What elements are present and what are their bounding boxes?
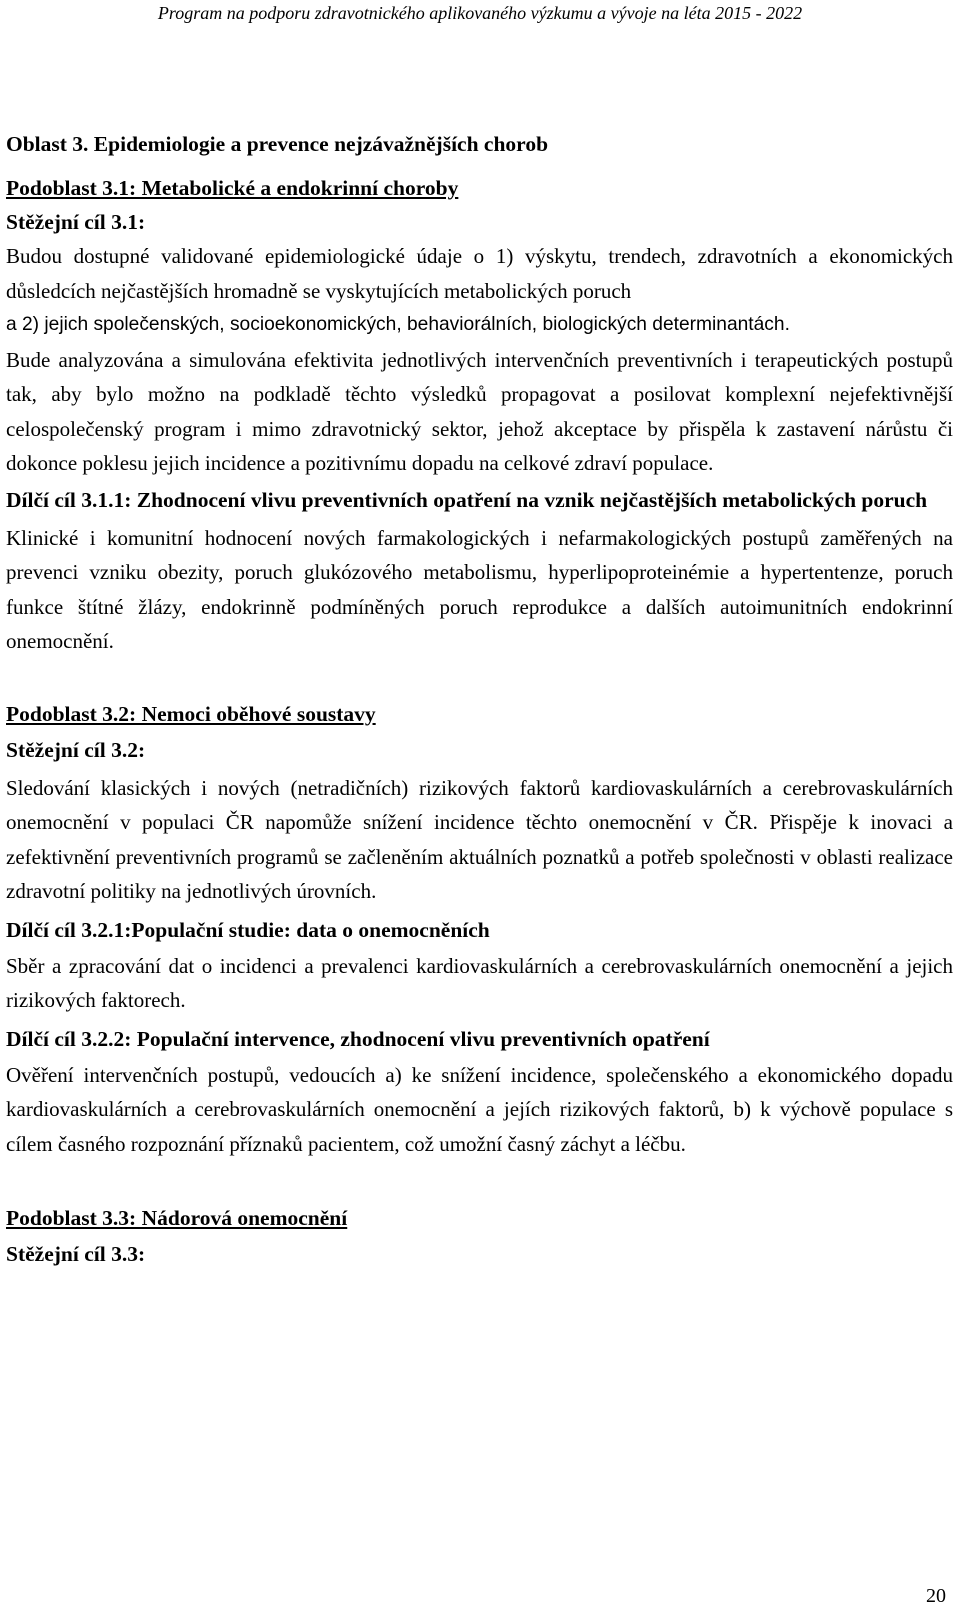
- podoblast-3-2-title: Podoblast 3.2: Nemoci oběhové soustavy: [6, 701, 376, 726]
- sub-goal-3-1-1-title: Dílčí cíl 3.1.1: Zhodnocení vlivu preventivních opatření na vznik nejčastějších metabolických poruch: [6, 487, 928, 512]
- podoblast-3-3-title: Podoblast 3.3: Nádorová onemocnění: [6, 1206, 348, 1230]
- page-number: 20: [926, 1585, 946, 1607]
- oblast-title: Oblast 3. Epidemiologie a prevence nejzávažnějších chorob: [6, 132, 549, 156]
- key-goal-3-1-text-determinants: a 2) jejich společenských, socioekonomických, behaviorálních, biologických determinantách.: [6, 314, 790, 335]
- sub-goal-3-2-2-title: Dílčí cíl 3.2.2: Populační intervence, zhodnocení vlivu preventivních opatření: [6, 1026, 710, 1051]
- document-body: [6, 131, 953, 1267]
- key-goal-3-1-title: Stěžejní cíl 3.1:: [6, 210, 146, 234]
- sub-goal-3-2-2-text: Ověření intervenčních postupů, vedoucích a) ke snížení incidence, společenského a ekonomického dopadu kardiovaskulárních a cerebrovaskulárních onemocnění a jejích rizikových faktorů, b) k výchově populace s cílem časného rozpoznání příznaků pacientem, což umožní časný záchyt a léčbu.: [6, 1062, 953, 1156]
- sub-goal-3-2-1-text: Sběr a zpracování dat o incidenci a prevalenci kardiovaskulárních a cerebrovaskulárních onemocnění a jejich rizikových faktorech.: [6, 953, 953, 1012]
- key-goal-3-2-title: Stěžejní cíl 3.2:: [6, 737, 146, 762]
- sub-goal-3-2-1-title: Dílčí cíl 3.2.1:Populační studie: data o onemocněních: [6, 917, 490, 942]
- key-goal-3-2-text: Sledování klasických i nových (netradičních) rizikových faktorů kardiovaskulárních a cerebrovaskulárních onemocnění v populaci ČR napomůže snížení incidence těchto onemocnění v ČR. Přispěje k inovaci a zefektivnění preventivních programů se začleněním aktuálních poznatků a potřeb společnosti v oblasti realizace zdravotní politiky na jednotlivých úrovních.: [6, 775, 953, 903]
- page-header: Program na podporu zdravotnického aplikovaného výzkumu a vývoje na léta 2015 - 2022: [157, 3, 803, 23]
- key-goal-3-1-text: Budou dostupné validované epidemiologické údaje o 1) výskytu, trendech, zdravotních a ekonomických důsledcích nejčastějších hromadně se vyskytujících metabolických poruch: [6, 244, 953, 303]
- key-goal-3-1-text-analysis: Bude analyzována a simulována efektivita jednotlivých intervenčních preventivních i terapeutických postupů tak, aby bylo možno na podkladě těchto výsledků propagovat a posilovat komplexní nejefektivnější celospolečenský program i mimo zdravotnický sektor, jehož akceptace by přispěla k zastavení nárůstu či dokonce poklesu jejich incidence a pozitivnímu dopadu na celkové zdraví populace.: [6, 347, 953, 475]
- podoblast-3-1-title: Podoblast 3.1: Metabolické a endokrinní choroby: [6, 176, 459, 200]
- sub-goal-3-1-1-text: Klinické i komunitní hodnocení nových farmakologických i nefarmakologických postupů zaměřených na prevenci vzniku obezity, poruch glukózového metabolismu, hyperlipoproteinémie a hypertentenze, poruch funkce štítné žlázy, endokrinně podmíněných poruch reprodukce a dalších autoimunitních endokrinní onemocnění.: [6, 525, 953, 653]
- key-goal-3-3-title: Stěžejní cíl 3.3:: [6, 1242, 146, 1266]
